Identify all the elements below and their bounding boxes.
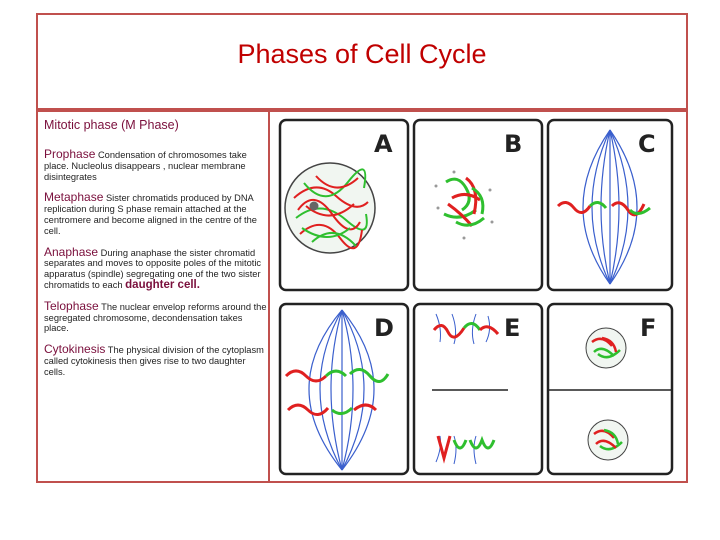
phase-cytokinesis: [44, 344, 268, 377]
phase-name: Telophase: [44, 298, 99, 313]
title-box: [36, 13, 688, 110]
phase-description: The nuclear envelop reforms around the segregated chromosome, decondensation takes place.: [44, 301, 267, 334]
panel-a: [280, 120, 408, 290]
phase-description: Sister chromatids produced by DNA replication during S phase remain attached at the centromere and become aligned in the centre of the cell.: [44, 193, 257, 236]
panel-frame: [414, 120, 542, 290]
panel-letter: C: [638, 130, 656, 158]
phase-anaphase: [44, 244, 268, 291]
daughter-cell-bottom: [588, 420, 628, 460]
panel-letter: B: [504, 130, 523, 158]
section-heading: Mitotic phase (M Phase): [44, 118, 179, 132]
panel-letter: E: [504, 314, 521, 342]
phase-metaphase: [44, 192, 268, 236]
panel-letter: A: [374, 130, 393, 158]
phase-name: Cytokinesis: [44, 342, 106, 357]
panel-f: [548, 304, 672, 474]
phase-prophase: [44, 149, 268, 182]
phase-description: The physical division of the cytoplasm called cytokinesis then gives rise to two daughter cells.: [44, 345, 264, 377]
phase-name: Metaphase: [44, 190, 104, 205]
panel-e: [414, 304, 542, 474]
panel-d: [280, 304, 408, 474]
panel-letter: F: [640, 314, 657, 342]
slide-title: Phases of Cell Cycle: [237, 39, 487, 69]
panel-b: [414, 120, 542, 290]
phase-description: Condensation of chromosomes take place. Nucleolus disappears , nuclear membrane disintegrates: [44, 150, 247, 182]
phase-emphasis: daughter cell.: [125, 278, 200, 291]
phase-name: Prophase: [44, 147, 96, 161]
daughter-cell-top: [586, 328, 626, 368]
phase-telophase: [44, 298, 268, 334]
phase-name: Anaphase: [44, 244, 99, 259]
phase-description: During anaphase the sister chromatid separates and moves to opposite poles of the mitotic apparatus (spindle) segregating one of the two sister chromatids to each: [44, 247, 262, 290]
nucleolus: [310, 202, 319, 211]
content-box: [36, 110, 688, 483]
panel-letter: D: [374, 314, 394, 342]
phases-text-column: [38, 112, 270, 481]
cell-cycle-diagram: [276, 118, 676, 479]
panel-c: [548, 120, 672, 290]
